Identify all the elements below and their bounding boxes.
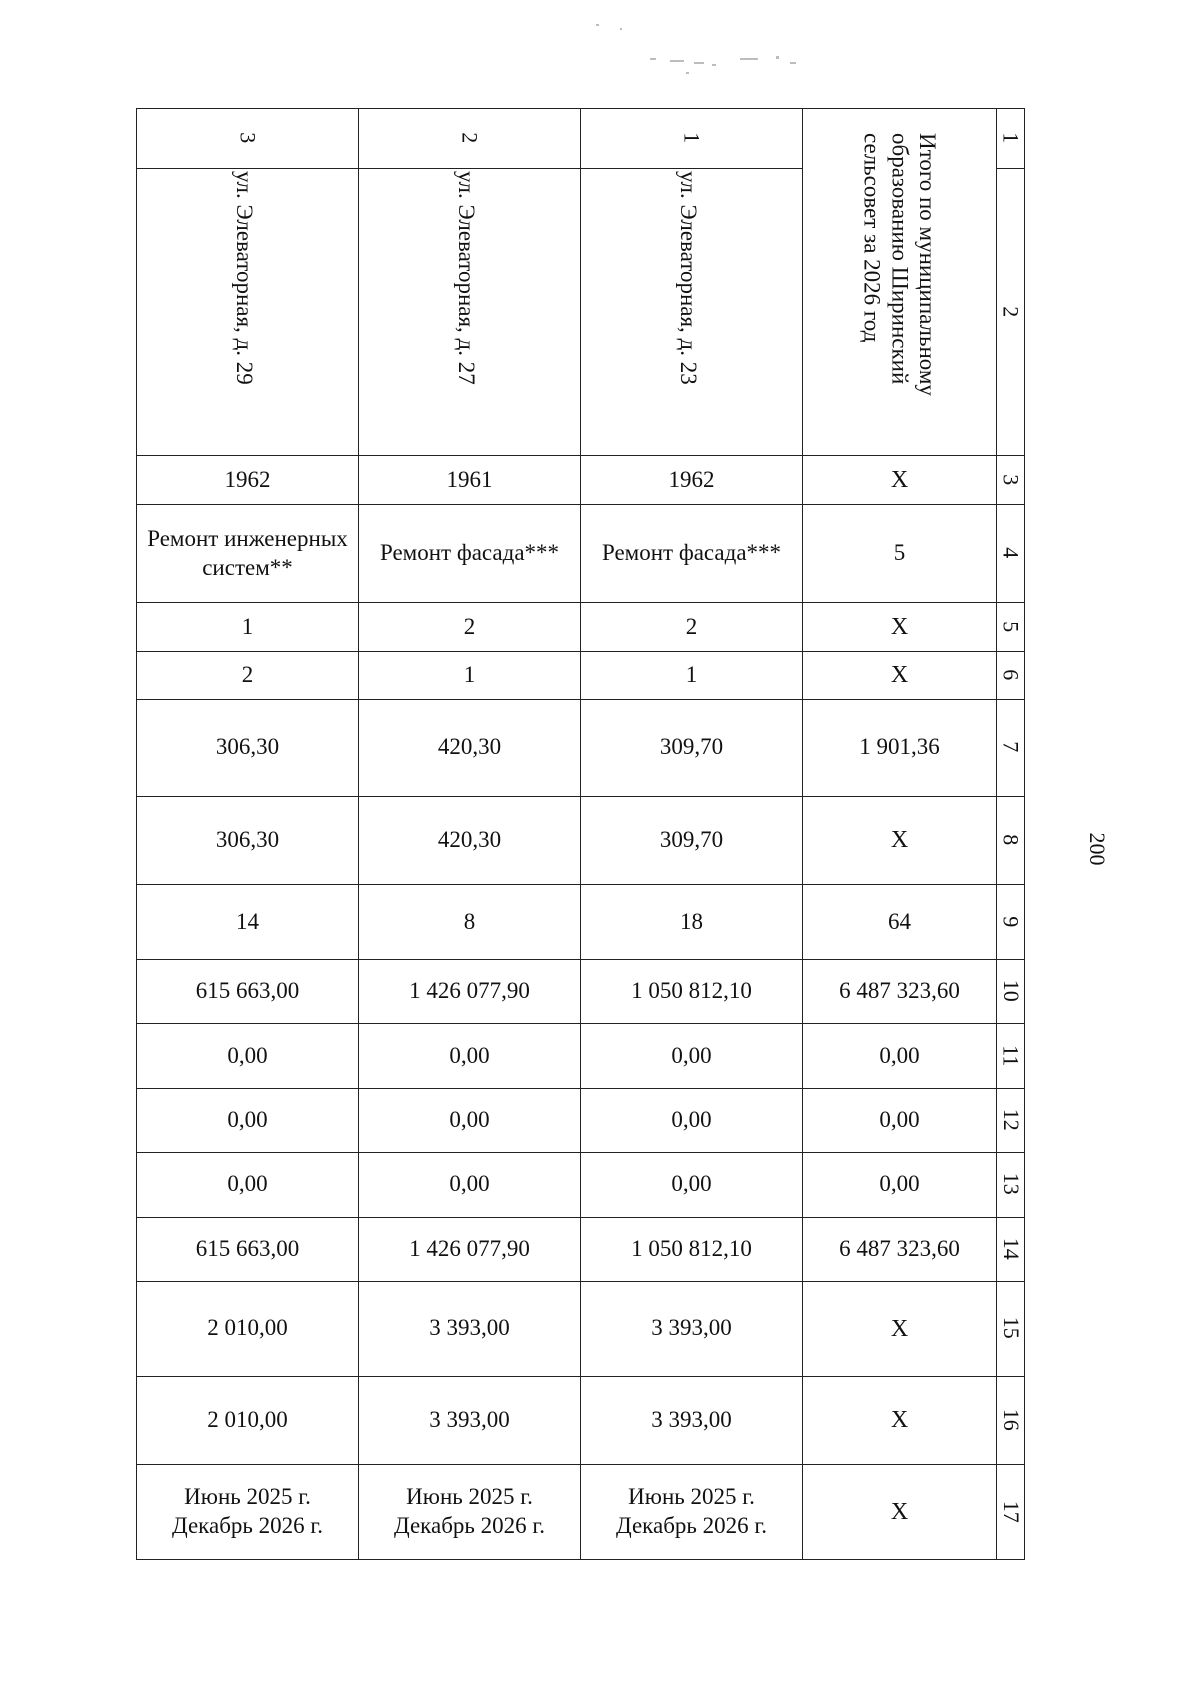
table-cell: 1 426 077,90	[359, 1217, 581, 1281]
table-cell: 3 393,00	[359, 1376, 581, 1465]
table-cell: 2	[137, 651, 359, 699]
table-cell: Ремонт фасада***	[359, 504, 581, 603]
table-cell: Июнь 2025 г. Декабрь 2026 г.	[137, 1465, 359, 1560]
table-cell: 306,30	[137, 796, 359, 885]
sequence-number-row	[137, 109, 1025, 169]
table-row	[137, 796, 1025, 885]
total-cell: Х	[803, 456, 997, 504]
row-number-cell: 1	[997, 109, 1025, 169]
total-cell: 0,00	[803, 1024, 997, 1088]
table-cell: 1 050 812,10	[581, 959, 803, 1023]
row-number-cell: 13	[997, 1153, 1025, 1217]
table-cell: 0,00	[137, 1024, 359, 1088]
row-number-cell: 15	[997, 1281, 1025, 1376]
table-cell: Июнь 2025 г. Декабрь 2026 г.	[359, 1465, 581, 1560]
row-number-cell: 11	[997, 1024, 1025, 1088]
sequence-number-cell: 2	[359, 109, 581, 169]
table-cell: 0,00	[359, 1088, 581, 1152]
table-row	[137, 959, 1025, 1023]
table-row	[137, 1465, 1025, 1560]
table-cell: 0,00	[359, 1024, 581, 1088]
address-cell: ул. Элеваторная, д. 23	[581, 169, 803, 456]
table-cell: 2 010,00	[137, 1281, 359, 1376]
table-row	[137, 885, 1025, 960]
table-row	[137, 1376, 1025, 1465]
address-cell: ул. Элеваторная, д. 27	[359, 169, 581, 456]
row-number-cell: 6	[997, 651, 1025, 699]
row-number-cell: 12	[997, 1088, 1025, 1152]
table-cell: 3 393,00	[581, 1281, 803, 1376]
table-cell: 0,00	[581, 1153, 803, 1217]
table-row	[137, 1088, 1025, 1152]
table-cell: 0,00	[581, 1024, 803, 1088]
total-cell: Х	[803, 1376, 997, 1465]
total-cell: 0,00	[803, 1088, 997, 1152]
row-number-cell: 10	[997, 959, 1025, 1023]
table-cell: 1962	[581, 456, 803, 504]
table-cell: 0,00	[137, 1088, 359, 1152]
table-cell: 1 050 812,10	[581, 1217, 803, 1281]
row-number-cell: 16	[997, 1376, 1025, 1465]
table-row	[137, 1153, 1025, 1217]
row-number-cell: 3	[997, 456, 1025, 504]
sequence-number-cell: 1	[581, 109, 803, 169]
total-cell: 5	[803, 504, 997, 603]
table-cell: 1	[359, 651, 581, 699]
table-row	[137, 456, 1025, 504]
table-cell: 2	[581, 603, 803, 651]
page-number: 200	[1085, 832, 1110, 866]
table-cell: 1962	[137, 456, 359, 504]
table-row	[137, 1024, 1025, 1088]
total-cell: 1 901,36	[803, 700, 997, 797]
table-cell: 615 663,00	[137, 1217, 359, 1281]
table-row	[137, 1281, 1025, 1376]
data-table	[136, 108, 1025, 1560]
total-label-cell: Итого по муниципальному образованию Ширинский сельсовет за 2026 год	[803, 109, 997, 456]
table-cell: 1	[137, 603, 359, 651]
row-number-cell: 2	[997, 169, 1025, 456]
table-cell: 306,30	[137, 700, 359, 797]
table-cell: 1961	[359, 456, 581, 504]
table-cell: 14	[137, 885, 359, 960]
row-number-cell: 17	[997, 1465, 1025, 1560]
table-cell: 1	[581, 651, 803, 699]
table-cell: 615 663,00	[137, 959, 359, 1023]
table-cell: 2 010,00	[137, 1376, 359, 1465]
address-cell: ул. Элеваторная, д. 29	[137, 169, 359, 456]
table-cell: Ремонт инженерных систем**	[137, 504, 359, 603]
row-number-cell: 5	[997, 603, 1025, 651]
table-cell: 420,30	[359, 796, 581, 885]
row-number-cell: 8	[997, 796, 1025, 885]
table-row	[137, 1217, 1025, 1281]
total-cell: 6 487 323,60	[803, 959, 997, 1023]
total-cell: 6 487 323,60	[803, 1217, 997, 1281]
table-row	[137, 700, 1025, 797]
table-cell: 309,70	[581, 700, 803, 797]
row-number-cell: 14	[997, 1217, 1025, 1281]
total-cell: Х	[803, 1281, 997, 1376]
table-cell: 8	[359, 885, 581, 960]
total-cell: Х	[803, 1465, 997, 1560]
total-cell: 64	[803, 885, 997, 960]
table-cell: 3 393,00	[359, 1281, 581, 1376]
row-number-cell: 4	[997, 504, 1025, 603]
table-row	[137, 651, 1025, 699]
total-cell: Х	[803, 603, 997, 651]
scan-noise	[590, 18, 820, 78]
total-cell: 0,00	[803, 1153, 997, 1217]
total-cell: Х	[803, 796, 997, 885]
table-cell: 0,00	[581, 1088, 803, 1152]
table-cell: Ремонт фасада***	[581, 504, 803, 603]
table-cell: Июнь 2025 г. Декабрь 2026 г.	[581, 1465, 803, 1560]
table-cell: 0,00	[137, 1153, 359, 1217]
total-cell: Х	[803, 651, 997, 699]
table-row	[137, 603, 1025, 651]
row-number-cell: 9	[997, 885, 1025, 960]
table-cell: 1 426 077,90	[359, 959, 581, 1023]
table-cell: 309,70	[581, 796, 803, 885]
table-cell: 2	[359, 603, 581, 651]
row-number-cell: 7	[997, 700, 1025, 797]
table-cell: 420,30	[359, 700, 581, 797]
table-cell: 3 393,00	[581, 1376, 803, 1465]
sequence-number-cell: 3	[137, 109, 359, 169]
table-cell: 18	[581, 885, 803, 960]
table-row	[137, 504, 1025, 603]
table-cell: 0,00	[359, 1153, 581, 1217]
